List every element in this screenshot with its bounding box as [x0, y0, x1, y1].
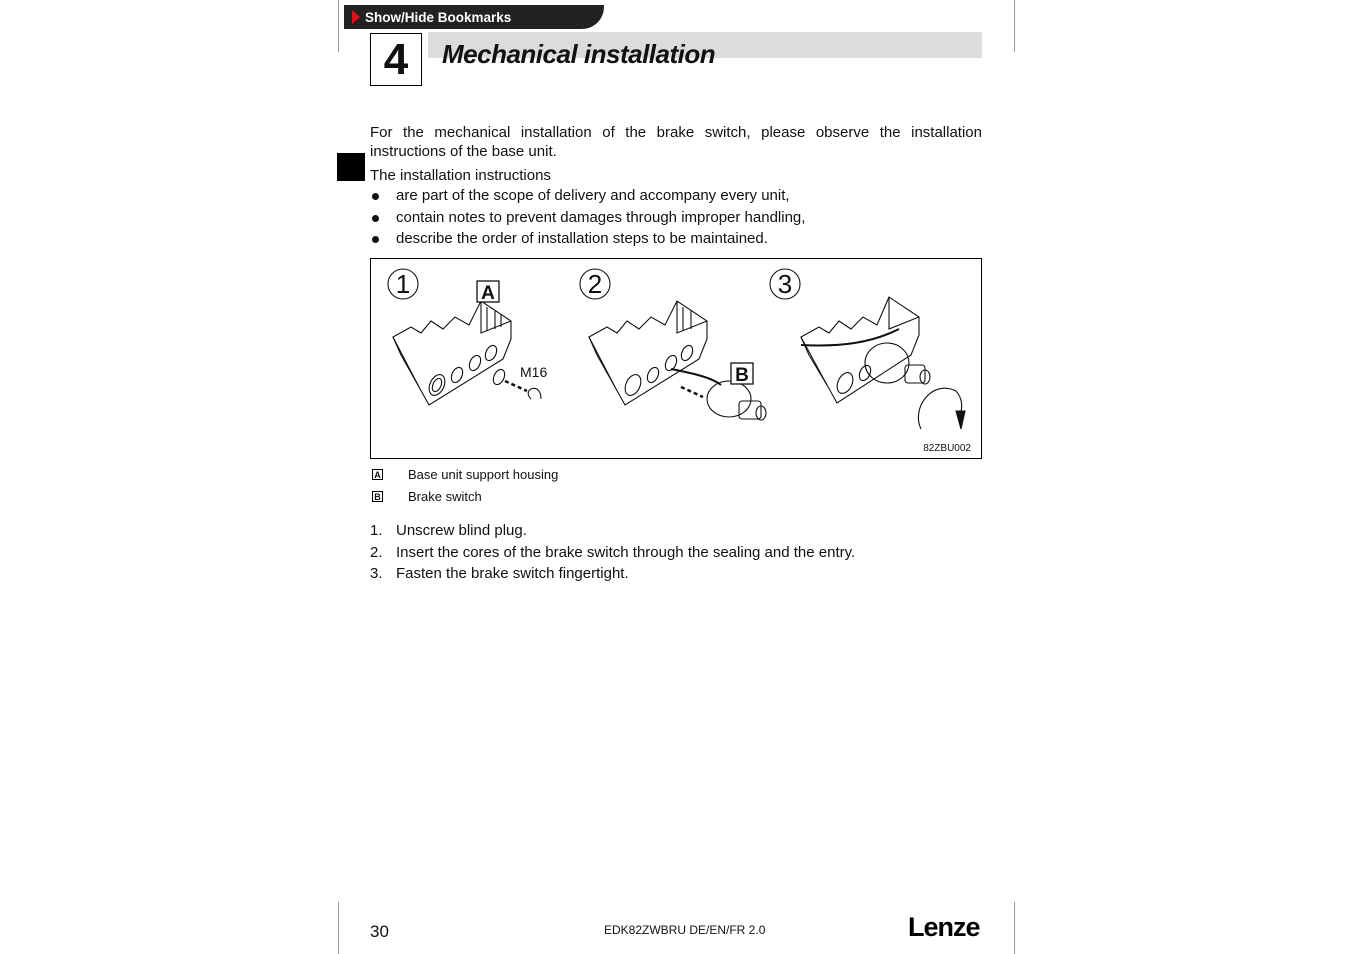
triangle-right-icon — [352, 10, 360, 24]
page-frame-line — [338, 902, 339, 954]
rotate-arrow-head — [956, 411, 965, 429]
step-text: Unscrew blind plug. — [396, 522, 527, 539]
chapter-number: 4 — [370, 33, 422, 86]
legend-text: Base unit support housing — [408, 467, 559, 482]
housing-drawing-3 — [801, 297, 962, 429]
bullet-dot-icon — [372, 215, 379, 222]
page-frame-line — [1014, 902, 1015, 954]
step-number: 3. — [370, 565, 383, 582]
bullet-text: are part of the scope of delivery and accompany every unit, — [396, 187, 790, 204]
intro-paragraph: For the mechanical installation of the brake switch, please observe the installation instructions of the base unit. — [370, 124, 982, 160]
legend-key: B — [372, 491, 383, 502]
bullet-dot-icon — [372, 236, 379, 243]
figure-id: 82ZBU002 — [923, 443, 971, 454]
page-frame-line — [338, 0, 339, 52]
installation-drawing — [371, 259, 981, 458]
bullet-text: describe the order of installation steps to be maintained. — [396, 230, 768, 247]
step-number: 1. — [370, 522, 383, 539]
page-frame-line — [1014, 0, 1015, 52]
housing-drawing-1 — [393, 301, 541, 405]
step-text: Insert the cores of the brake switch through the sealing and the entry. — [396, 544, 856, 561]
legend-text: Brake switch — [408, 489, 482, 504]
show-hide-bookmarks-button[interactable] — [344, 5, 604, 29]
step-text: Fasten the brake switch fingertight. — [396, 565, 629, 582]
bullet-dot-icon — [372, 193, 379, 200]
housing-drawing-2 — [589, 301, 766, 420]
step-label-3: 3 — [777, 269, 793, 299]
section-marker — [337, 153, 365, 181]
legend-key: A — [372, 469, 383, 480]
marker-b-label: B — [735, 365, 749, 386]
page-title: Mechanical installation — [442, 39, 716, 69]
show-hide-bookmarks-label: Show/Hide Bookmarks — [365, 9, 512, 25]
step-number: 2. — [370, 544, 383, 561]
thread-label: M16 — [520, 364, 548, 380]
lead-text: The installation instructions — [370, 167, 551, 184]
marker-a-label: A — [481, 283, 495, 304]
arrow-dashes-1 — [505, 381, 527, 391]
lenze-logo: Lenze — [908, 912, 980, 942]
page-number: 30 — [370, 922, 389, 941]
bullet-text: contain notes to prevent damages through improper handling, — [396, 209, 806, 226]
step-label-1: 1 — [395, 269, 411, 299]
installation-figure — [370, 258, 982, 459]
document-id: EDK82ZWBRU DE/EN/FR 2.0 — [604, 923, 766, 937]
step-label-2: 2 — [587, 269, 603, 299]
